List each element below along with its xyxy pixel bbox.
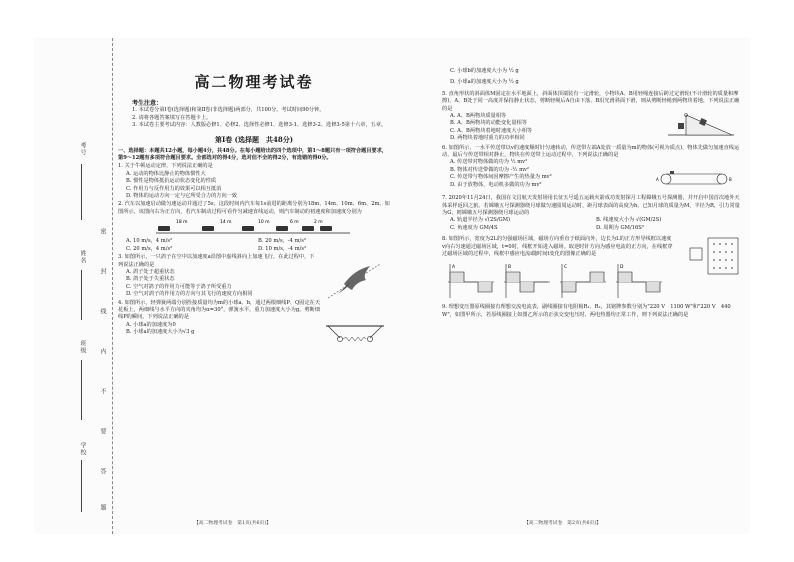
q6-option-d: D. 由于放物体，电动机多做的功为 mv² bbox=[450, 181, 542, 188]
name-label: 姓名 bbox=[79, 250, 86, 264]
q3-option-c: C. 空气对鸽子的作用力可能等于鸽子所受重力 bbox=[126, 283, 232, 290]
q1-option-d: D. 物体的运动方向一定与它所受合力的方向一致 bbox=[126, 193, 238, 200]
q4-option-a: A. 小球a的加速度为0 bbox=[126, 321, 176, 328]
page-title: 高二物理考试卷 bbox=[194, 73, 314, 91]
school-label: 学校 bbox=[79, 442, 86, 456]
question-2-stem: 2. 汽车以加速启动做匀速运动并通过了5s，这段时间内汽车每1s前进的距离分别为18m、14m、10m、6m、2m。如图所示，该图向右为正方向，若汽车制动过程可看作匀减速直线运动，则汽车制动的初速度和加速度分别为 bbox=[118, 201, 390, 215]
q4-option-c: C. 小球b的加速度大小为 ½ g bbox=[450, 68, 519, 74]
q5-option-c: C. A、B两物块着地时速度大小相等 bbox=[450, 127, 533, 134]
q6-option-c: C. 传送带与物体间因摩擦产生的热量为 mv² bbox=[450, 174, 552, 181]
seal-word: 题 bbox=[99, 504, 106, 511]
q2-dist-label: 2 m bbox=[314, 220, 323, 226]
seal-word: 密 bbox=[99, 228, 106, 235]
q7-option-d: D. 周期为 GM/16S² bbox=[596, 224, 644, 231]
q6-option-a: A. 传送带对物体做的功为 ½ mv² bbox=[450, 159, 528, 166]
notice-item: 1. 本试卷分第Ⅰ卷(选择题)和第Ⅱ卷(非选择题)两部分，共100分。考试时间90分钟。 bbox=[132, 107, 325, 114]
q6-point-b-label: B bbox=[729, 176, 732, 182]
q3-pigeon-figure bbox=[326, 260, 382, 300]
exam-sheet bbox=[34, 38, 750, 534]
q2-dist-label: 10 m bbox=[258, 220, 270, 226]
q8-graph-label: D bbox=[620, 265, 624, 271]
q1-option-c: C. 作用力与反作用力的效果可以相互抵消 bbox=[126, 185, 222, 192]
q5-option-d: D. 两物块着地时重力的功率相同 bbox=[450, 135, 525, 142]
q2-options-row-1 bbox=[126, 238, 390, 245]
q3-option-d: D. 空气对鸽子的作用力的方向与其飞行的速度方向相同 bbox=[126, 291, 253, 298]
question-3-block bbox=[118, 254, 390, 298]
q5-option-a: A. A、B两物块质量相等 bbox=[450, 113, 507, 120]
q6-option-b: B. 物体对传送带做的功为 -½ mv² bbox=[450, 166, 529, 173]
question-7-block bbox=[442, 195, 742, 232]
class-label: 班级 bbox=[79, 340, 86, 354]
q2-options-row-2 bbox=[126, 246, 390, 253]
question-8-block bbox=[442, 236, 742, 300]
seal-word: 内 bbox=[99, 348, 106, 355]
seal-word: 封 bbox=[99, 268, 106, 275]
q2-option-a: A. 10 m/s，4 m/s² bbox=[126, 238, 173, 245]
seal-word: 线 bbox=[99, 308, 106, 315]
question-8-stem: 8. 如图所示，宽度为2L的匀强磁场区域，磁场方向垂直于纸面向外，边长为L的正方形导线框以速度v向右匀速通过磁场区域，t=0时，线框开始进入磁场。取逆时针方向为感应电流的正方向，在线框穿过磁场区域的过程中，线框中感应电流i随时间t变化的图像正确的是 bbox=[442, 236, 673, 257]
exam-number-line bbox=[81, 164, 82, 220]
section-heading: 第Ⅰ卷 (选择题 共48分) bbox=[214, 134, 294, 144]
notice-item: 3. 本试卷主要考试内容：人教版必修1、必修2、选择性必修1、选修3-1、选修3-2、选修3-5第十六章，五章。 bbox=[132, 122, 387, 129]
q7-option-b: B. 线速度大小为 √(GM/2S) bbox=[596, 217, 662, 224]
question-6-block bbox=[442, 145, 742, 189]
q2-dist-label: 18 m bbox=[176, 220, 188, 226]
q2-option-c: C. 20 m/s，4 m/s² bbox=[126, 245, 173, 252]
q2-option-b: B. 20 m/s，-4 m/s² bbox=[258, 238, 306, 245]
q2-dist-label: 14 m bbox=[220, 220, 232, 226]
q8-magnetic-field-figure bbox=[688, 236, 740, 276]
q8-current-graphs bbox=[442, 262, 672, 300]
exam-number-label: 考号 bbox=[79, 142, 86, 156]
q7-option-c: C. 角速度为 GM/4S bbox=[450, 224, 498, 231]
q1-option-b: B. 惯性是物体抵抗运动状态变化的性质 bbox=[126, 178, 217, 185]
section-intro: 一、选择题：本题共12小题，每小题4分，共48分。在每小题给出的四个选项中，第1～8题只有一项符合题目要求，第9～12题有多项符合题目要求。全部选对的得4分，选对但不全的得2分，有选错的得0分。 bbox=[118, 147, 388, 162]
q2-dist-label: 6 m bbox=[290, 220, 299, 226]
q7-options-row-1 bbox=[450, 217, 742, 224]
left-column bbox=[118, 38, 390, 337]
seal-word: 答 bbox=[99, 468, 106, 475]
q6-point-a-label: A bbox=[656, 176, 659, 182]
notice-heading: 考生注意： bbox=[132, 100, 163, 107]
seal-word: 要 bbox=[99, 428, 106, 435]
seal-word: 不 bbox=[99, 388, 106, 395]
q2-car-figure bbox=[154, 216, 354, 238]
question-7-stem: 7. 2020年11月24日，我国在文昌航天发射场用长征五号遥五运载火箭成功发射探月工程嫦娥五号探测器，并开启中国首次地外天体采样返回之旅。若嫦娥五号探测器绕月球做匀速圆周运动时，距月球表面的高度为h，已知月球的质量为M，半径为R，引力常量为G，则嫦娥五号探测器绕月球运动的 bbox=[442, 195, 740, 216]
q5-incline-figure bbox=[666, 111, 736, 137]
footer-left: 【高二物理考试卷 第1页(共6页)】 bbox=[194, 521, 272, 526]
q6-conveyor-figure bbox=[654, 171, 734, 187]
question-4-stem: 4. 如图所示，轻弹簧两端分别拴接质量均为m的小球a、b，通过两根细线P、Q固定在天花板上，两细线与水平方向的夹角均为α=30°，弹簧水平，重力加速度大小为g。剪断细线P的瞬间，下列说法正确的是 bbox=[118, 299, 321, 321]
q4-spring-figure bbox=[324, 324, 386, 346]
school-line bbox=[81, 460, 82, 512]
question-9-stem: 9. 理想变压器原线圈接有理想交流电流表，副线圈接有电阻箱R₁、R₂，其铭牌参数分别为"220 V 1100 W"和"220 V 440 W"，如图甲所示，若原线圈接上如图乙所示的正弦交变电压时，两电热器均正常工作，则下列说法正确的是 bbox=[442, 304, 731, 318]
q4-option-d: D. 小球a的加速度大小为 ½ g bbox=[450, 79, 519, 86]
q8-graph-label: B bbox=[508, 265, 512, 271]
q8-graph-label: A bbox=[452, 265, 456, 271]
q2-option-d: D. 10 m/s，-4 m/s² bbox=[258, 245, 307, 252]
footer-right: 【高二物理考试卷 第2页(共6页)】 bbox=[524, 521, 602, 526]
q1-option-a: A. 运动的物体比静止的物体惯性大 bbox=[126, 170, 206, 177]
q7-options-row-2 bbox=[450, 225, 742, 232]
q7-option-a: A. 轨道半径为 √(2S/GM) bbox=[450, 217, 511, 224]
right-column bbox=[442, 38, 742, 319]
q3-option-b: B. 鸽子处于失重状态 bbox=[126, 276, 175, 283]
question-1-stem: 1. 关于牛顿运动定律，下列说法正确的是 bbox=[118, 163, 213, 170]
question-6-stem: 6. 如图所示，一水平传送带以v的速度顺时针匀速转动，传送带左端A处放一质量为m的物体(可视为质点)，物体先做匀加速直线运动，最后与传送带相对静止，物块在传送带上运动过程中，下列说法正确的是 bbox=[442, 144, 740, 159]
name-line bbox=[81, 270, 82, 320]
notice-item: 2. 请将各题答案填写在答题卡上。 bbox=[132, 114, 212, 121]
q4-option-b: B. 小球a的加速度大小为√3 g bbox=[126, 329, 195, 336]
q8-graph-label: C bbox=[564, 265, 568, 271]
q3-option-a: A. 鸽子处于超重状态 bbox=[126, 268, 175, 275]
question-3-stem: 3. 如图所示，一只鸽子在空中以加速度a沿图中虚线斜向上加速飞行，在此过程中，下列说法正确的是 bbox=[118, 254, 315, 268]
question-5-stem: 5. 直角形状的斜面体M固定在水平地面上，斜面体顶端装有一定滑轮，小物块A、B用轻绳连接后跨过定滑轮(不计滑轮的质量和摩擦)，A、B处于同一高度并保持静止状态，剪断轻绳后A自由下落、B沿光滑斜面下滑，则从剪断轻绳到两物块着地，下列说法正确的是 bbox=[442, 90, 740, 112]
question-5-block bbox=[442, 91, 742, 143]
class-line bbox=[81, 360, 82, 420]
binding-strip bbox=[34, 38, 113, 534]
q5-option-b: B. A、B两物块的动能变化量相等 bbox=[450, 120, 527, 127]
question-4-block bbox=[118, 300, 390, 337]
